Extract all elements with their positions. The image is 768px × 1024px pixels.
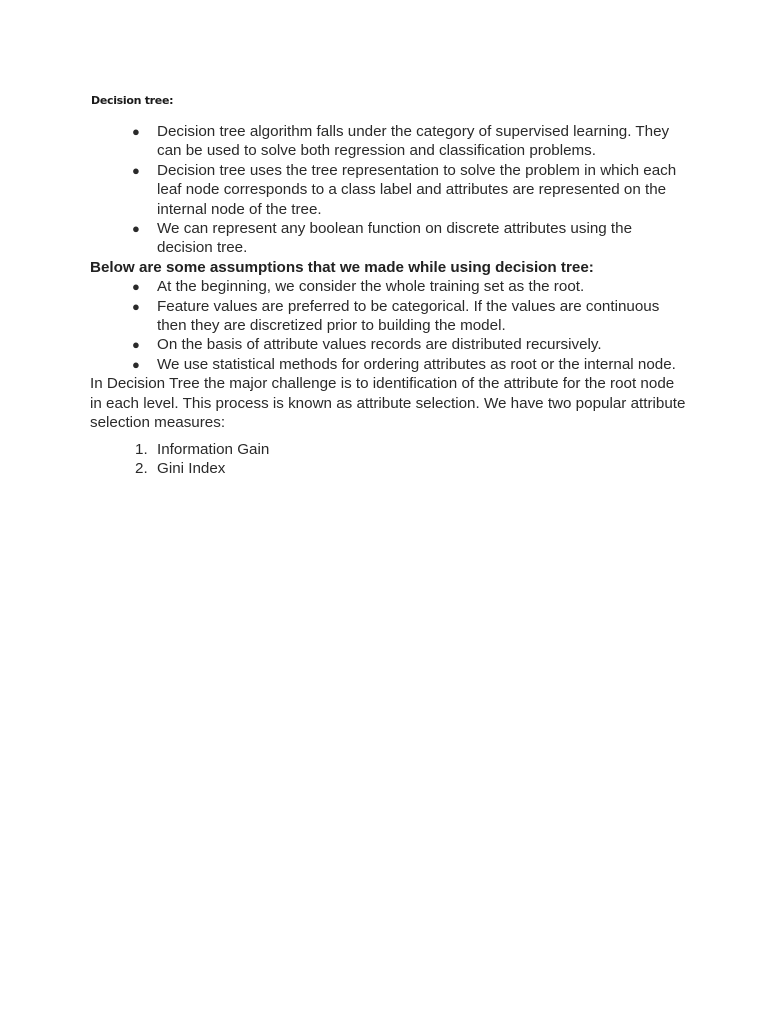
bullet-icon: ● [132,162,140,178]
intro-bullet-list [90,122,690,258]
list-item [90,219,690,258]
assumptions-heading: Below are some assumptions that we made while using decision tree: [90,258,594,276]
bullet-icon: ● [132,298,140,314]
list-item-text: At the beginning, we consider the whole training set as the root. [157,278,585,296]
measures-numbered-list [90,440,690,479]
list-item [90,161,690,219]
assumptions-bullet-list [90,277,690,374]
list-number: 2. [135,459,148,477]
bullet-icon: ● [132,124,140,139]
list-item-text: Information Gain [157,440,270,458]
list-item [90,297,690,336]
bullet-icon: ● [132,221,140,237]
list-item-text: We can represent any boolean function on discrete attributes using the decision tree. [157,220,633,257]
list-item-text: Feature values are preferred to be categorical. If the values are continuous then they are discretized prior to building the model. [157,297,660,335]
list-item [90,355,690,374]
bullet-icon: ● [132,337,140,353]
page-title: Decision tree: [91,94,174,107]
selection-paragraph: In Decision Tree the major challenge is to identification of the attribute for the root node in each level. This process is known as attribute selection. We have two popular attribute selection measures: [90,375,686,432]
list-item [90,277,690,296]
list-item-text: On the basis of attribute values records are distributed recursively. [157,336,602,354]
list-item-text: Gini Index [157,459,226,477]
list-item-text: Decision tree algorithm falls under the category of supervised learning. They can be used to solve both regression and classification problems. [157,123,670,160]
list-item [90,459,690,478]
list-item [90,335,690,354]
document-body [90,122,690,478]
list-item [90,440,690,459]
list-number: 1. [135,440,148,458]
list-item-text: We use statistical methods for ordering attributes as root or the internal node. [157,355,676,373]
list-item-text: Decision tree uses the tree representation to solve the problem in which each leaf node corresponds to a class label and attributes are represented on the internal node of the tree. [157,161,677,218]
bullet-icon: ● [132,279,140,295]
list-item [90,122,690,161]
bullet-icon: ● [132,356,140,372]
